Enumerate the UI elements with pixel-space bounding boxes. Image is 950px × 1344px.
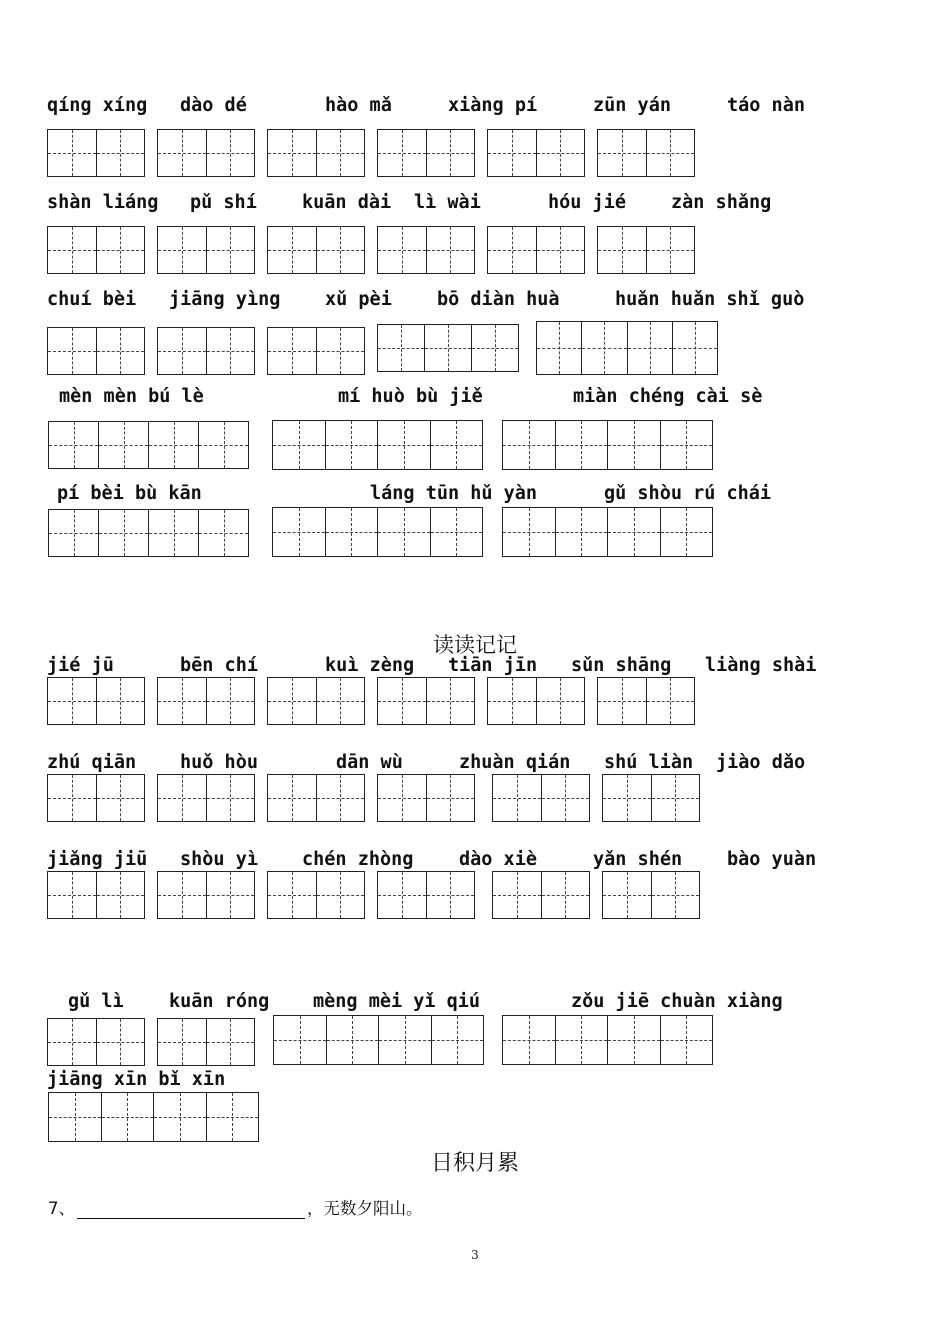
tianzige-box[interactable] — [157, 774, 255, 822]
pinyin-label: bào yuàn — [727, 849, 817, 870]
pinyin-label: mèn mèn bú lè — [59, 386, 204, 407]
pinyin-label: mí huò bù jiě — [338, 386, 483, 407]
fill-in-item-7 — [48, 1195, 423, 1219]
tianzige-box[interactable] — [487, 129, 585, 177]
tianzige-box[interactable] — [267, 774, 365, 822]
pinyin-label: jiāng yìng — [169, 289, 281, 310]
tianzige-box[interactable] — [502, 420, 713, 470]
pinyin-label: zàn shǎng — [671, 192, 772, 213]
pinyin-label: bēn chí — [180, 655, 258, 676]
pinyin-label: kuān róng — [169, 991, 270, 1012]
pinyin-label: kuì zèng — [325, 655, 415, 676]
pinyin-label: liàng shài — [705, 655, 817, 676]
pinyin-label: xiàng pí — [448, 95, 538, 116]
section-heading-accumulate: 日积月累 — [430, 1151, 519, 1176]
pinyin-label: mèng mèi yǐ qiú — [313, 991, 481, 1012]
pinyin-label: sǔn shāng — [571, 655, 672, 676]
pinyin-label: zhuàn qián — [459, 752, 571, 773]
pinyin-label: yǎn shén — [593, 849, 683, 870]
pinyin-label: xǔ pèi — [325, 289, 392, 310]
tianzige-box[interactable] — [377, 226, 475, 274]
pinyin-label: dào xiè — [459, 849, 537, 870]
tianzige-box[interactable] — [47, 1018, 145, 1066]
tianzige-box[interactable] — [602, 871, 700, 919]
tianzige-box[interactable] — [487, 226, 585, 274]
pinyin-label: lì wài — [414, 192, 481, 213]
pinyin-label: gǔ lì — [68, 991, 124, 1012]
pinyin-label: kuān dài — [302, 192, 392, 213]
tianzige-box[interactable] — [157, 327, 255, 375]
tianzige-box[interactable] — [272, 507, 483, 557]
tianzige-box[interactable] — [536, 321, 718, 375]
tianzige-box[interactable] — [47, 677, 145, 725]
tianzige-box[interactable] — [597, 226, 695, 274]
pinyin-label: huǎn huǎn shǐ guò — [615, 289, 805, 310]
tianzige-box[interactable] — [502, 1015, 713, 1065]
pinyin-label: bō diàn huà — [437, 289, 560, 310]
tianzige-box[interactable] — [47, 226, 145, 274]
pinyin-label: dào dé — [180, 95, 247, 116]
section-heading-read: 读读记记 — [433, 633, 517, 657]
pinyin-label: chuí bèi — [47, 289, 137, 310]
pinyin-label: jiào dǎo — [716, 752, 806, 773]
pinyin-label: chén zhòng — [302, 849, 414, 870]
pinyin-label: shú liàn — [604, 752, 694, 773]
tianzige-box[interactable] — [157, 871, 255, 919]
tianzige-box[interactable] — [597, 129, 695, 177]
tianzige-box[interactable] — [48, 421, 249, 469]
pinyin-label: huǒ hòu — [180, 752, 258, 773]
tianzige-box[interactable] — [267, 871, 365, 919]
pinyin-label: hóu jié — [548, 192, 626, 213]
tianzige-box[interactable] — [377, 677, 475, 725]
pinyin-label: hào mǎ — [325, 95, 392, 116]
tianzige-box[interactable] — [47, 774, 145, 822]
pinyin-label: jiāng xīn bǐ xīn — [47, 1069, 226, 1090]
tianzige-box[interactable] — [377, 871, 475, 919]
tianzige-box[interactable] — [157, 1018, 255, 1066]
pinyin-label: miàn chéng cài sè — [573, 386, 763, 407]
tianzige-box[interactable] — [47, 871, 145, 919]
tianzige-box[interactable] — [48, 1092, 259, 1142]
tianzige-box[interactable] — [597, 677, 695, 725]
tianzige-box[interactable] — [377, 774, 475, 822]
pinyin-label: jié jū — [47, 655, 114, 676]
page-number: 3 — [471, 1248, 479, 1262]
tianzige-box[interactable] — [487, 677, 585, 725]
tianzige-box[interactable] — [492, 774, 590, 822]
pinyin-label: qíng xíng — [47, 95, 148, 116]
pinyin-label: dān wù — [336, 752, 403, 773]
tianzige-box[interactable] — [272, 420, 483, 470]
tianzige-box[interactable] — [157, 226, 255, 274]
pinyin-label: táo nàn — [727, 95, 805, 116]
tianzige-box[interactable] — [502, 507, 713, 557]
pinyin-label: shàn liáng — [47, 192, 159, 213]
pinyin-label: tiān jīn — [448, 655, 538, 676]
tianzige-box[interactable] — [47, 327, 145, 375]
tianzige-box[interactable] — [267, 677, 365, 725]
item-text: ，无数夕阳山。 — [307, 1199, 423, 1218]
pinyin-label: zǒu jiē chuàn xiàng — [571, 991, 783, 1012]
tianzige-box[interactable] — [267, 327, 365, 375]
pinyin-label: jiǎng jiū — [47, 849, 148, 870]
pinyin-label: zhú qiān — [47, 752, 137, 773]
tianzige-box[interactable] — [267, 226, 365, 274]
tianzige-box[interactable] — [492, 871, 590, 919]
answer-blank[interactable] — [77, 1200, 305, 1219]
tianzige-box[interactable] — [377, 324, 519, 372]
tianzige-box[interactable] — [157, 677, 255, 725]
pinyin-label: gǔ shòu rú chái — [604, 483, 772, 504]
tianzige-box[interactable] — [377, 129, 475, 177]
item-number: 7、 — [48, 1199, 75, 1218]
tianzige-box[interactable] — [47, 129, 145, 177]
pinyin-label: pí bèi bù kān — [57, 483, 202, 504]
pinyin-label: pǔ shí — [190, 192, 257, 213]
pinyin-label: zūn yán — [593, 95, 671, 116]
tianzige-box[interactable] — [48, 509, 249, 557]
tianzige-box[interactable] — [157, 129, 255, 177]
pinyin-label: láng tūn hǔ yàn — [370, 483, 538, 504]
tianzige-box[interactable] — [602, 774, 700, 822]
tianzige-box[interactable] — [273, 1015, 484, 1065]
tianzige-box[interactable] — [267, 129, 365, 177]
pinyin-label: shòu yì — [180, 849, 258, 870]
